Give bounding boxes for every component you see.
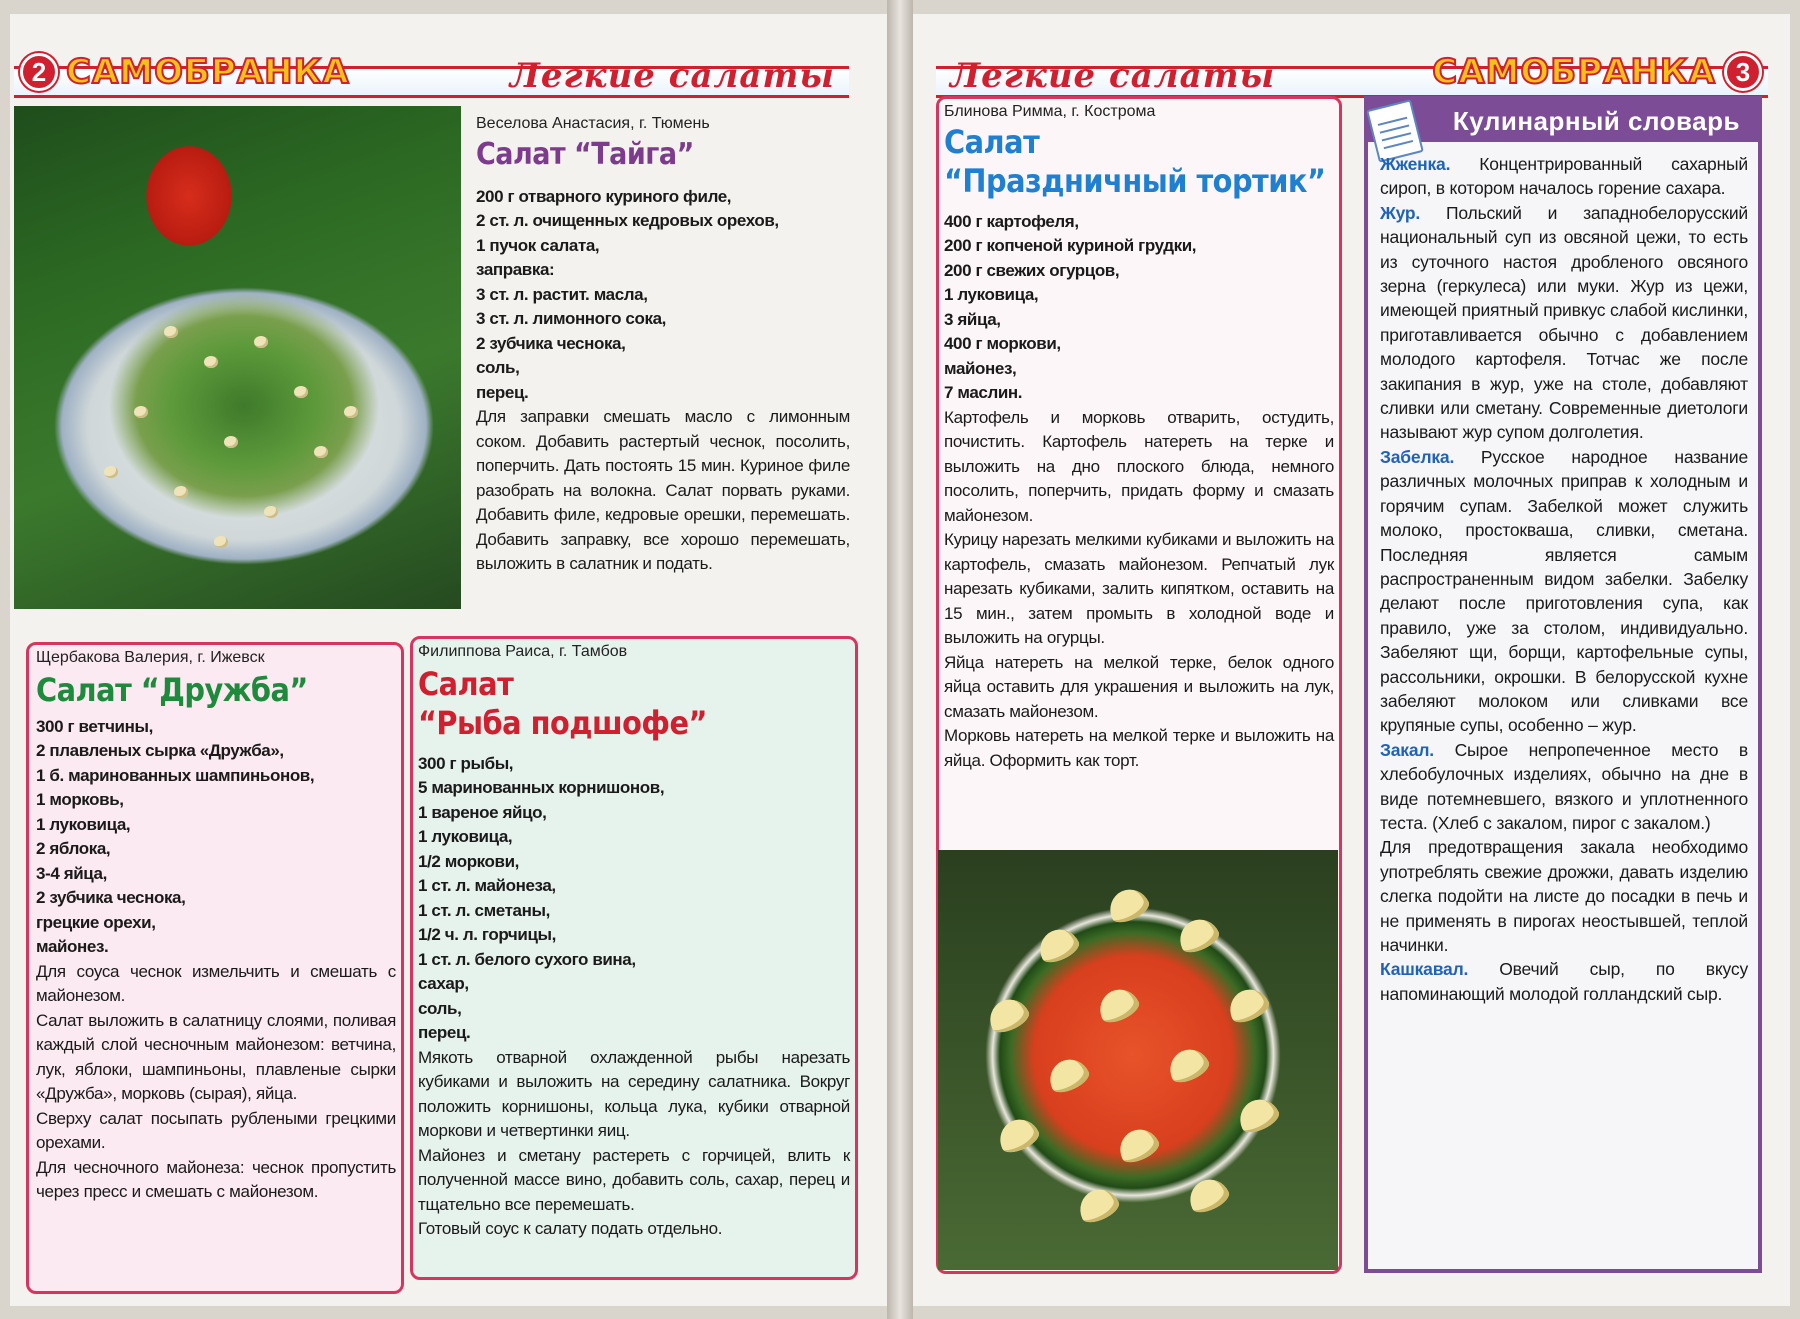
ingredient-item: 1 луковица, (36, 814, 131, 834)
ingredient-item: 400 г картофеля, (944, 211, 1079, 231)
magazine-logo (1432, 46, 1762, 98)
recipe-ryba (418, 642, 850, 1242)
recipe-title-line2: “Рыба подшофе” (418, 703, 707, 742)
ingredient-item: соль, (476, 358, 520, 377)
ingredient-item: 2 плавленых сырка «Дружба», (36, 741, 284, 761)
method-paragraph: Яйца натереть на мелкой терке, белок одного яйца оставить для украшения и выложить на лук, смазать майонезом. (944, 652, 1334, 721)
method-paragraph: Для соуса чеснок измельчить и смешать с майонезом. (36, 961, 396, 1006)
method-paragraph: Салат выложить в салатницу слоями, поливая каждый слой чесночным майонезом: ветчина, лук, яблоки, шампиньоны, плавленые сырки «Дружба», морковь (сырая), яйца. (36, 1010, 396, 1104)
dictionary-term: Жур. (1380, 202, 1421, 223)
salad-taiga-photo (14, 106, 461, 609)
recipe-author: Веселова Анастасия, г. Тюмень (476, 115, 710, 132)
recipe-title-line2: “Праздничный тортик” (944, 161, 1326, 200)
dictionary-definition: Овечий сыр, по вкусу напоминающий молодой голландский сыр. (1380, 959, 1748, 1004)
recipe-method (36, 960, 396, 1205)
ingredient-item: грецкие орехи, (36, 912, 156, 932)
recipe-title: Салат “Тайга” (476, 137, 694, 172)
ingredients-list (944, 210, 1334, 406)
dictionary-entries (1380, 152, 1748, 1006)
dictionary-definition: Польский и западнобелорусский национальный суп из овсяной цежи, то есть из суточного настоя дробленого овсяного зерна (геркулеса) или муки. Жур из цежи, имеющей приятный привкус слабой кислинки, приготавливается обычно с добавлением молодого картофеля. Тотчас же после закипания в жур, уже на столе, добавляют сливки или сметану. Современные диетологи называют жур супом долголетия. (1380, 202, 1748, 443)
ingredients-list (36, 715, 396, 960)
dictionary-term: Закал. (1380, 739, 1434, 760)
dictionary-entry (1380, 738, 1748, 836)
recipe-method (476, 405, 850, 577)
ingredient-item: 1 ст. л. сметаны, (418, 900, 550, 920)
right-header (936, 46, 1768, 102)
method-paragraph: Для заправки смешать масло с лимонным соком. Добавить растертый чеснок, посолить, поперчить. Дать постоять 15 мин. Куриное филе разобрать на волокна. Салат порвать руками. Добавить филе, кедровые орешки, перемешать. Добавить заправку, все хорошо перемешать, выложить в салатник и подать. (476, 407, 850, 573)
ingredient-item: майонез, (944, 358, 1017, 378)
method-paragraph: Морковь натереть на мелкой терке и выложить на яйца. Оформить как торт. (944, 726, 1334, 770)
section-title: Легкие салаты (509, 56, 835, 96)
dictionary-definition: Для предотвращения закала необходимо употреблять свежие дрожжи, давать изделию слегка подойти на листе до посадки в печь и не применять в пирогах неостывшей, теплой начинки. (1380, 837, 1748, 955)
ingredient-item: 200 г копченой куриной грудки, (944, 236, 1197, 256)
dictionary-definition: Сырое непропеченное место в хлебобулочных изделиях, обычно на дне в виде потемневшего, вязкого и уплотненного теста. (Хлеб с закалом, пирог с закалом.) (1380, 739, 1748, 833)
salad-tortik-photo (938, 850, 1338, 1270)
ingredients-list (476, 185, 850, 406)
recipe-title-line1: Салат (944, 123, 1040, 161)
ingredient-item: 2 зубчика чеснока, (36, 888, 186, 908)
ingredient-item: майонез. (36, 937, 109, 957)
dictionary-term: Жженка. (1380, 154, 1451, 174)
ingredient-item: соль, (418, 998, 462, 1018)
ingredient-item: 1 ст. л. майонеза, (418, 876, 556, 896)
ingredient-item: 400 г моркови, (944, 334, 1061, 354)
ingredient-item: 1 ст. л. белого сухого вина, (418, 949, 636, 969)
ingredient-item: 2 зубчика чеснока, (476, 333, 626, 353)
dictionary-entry (1380, 201, 1748, 445)
ingredient-item: 7 маслин. (944, 383, 1023, 403)
ingredient-item: перец. (476, 382, 529, 402)
ingredient-item: 1 луковица, (418, 827, 513, 847)
ingredient-item: 1 пучок салата, (476, 235, 600, 255)
logo-text: САМОБРАНКА (66, 52, 350, 92)
ingredient-item: 3 ст. л. лимонного сока, (476, 309, 666, 328)
recipe-author: Щербакова Валерия, г. Ижевск (36, 649, 265, 666)
method-paragraph: Картофель и морковь отварить, остудить, почистить. Картофель натереть на терке и выложить на дно плоского блюда, немного посолить, поперчить, придать форму и смазать майонезом. (944, 407, 1334, 525)
dictionary-definition: Русское народное название различных молочных приправ к холодным и горячим супам. Забелкой может служить молоко, простокваша, сливки, сметана. Последняя является самым распространенным видом забелки. Забелку делают после приготовления супа, как правило, уже за столом, индивидуально. Забеляют щи, борщи, картофельные супы, рассольники, окрошки. В белорусской кухне забеляют молоком или сливками все крупяные супы, особенно – жур. (1380, 446, 1748, 736)
ingredient-item: 3-4 яйца, (36, 863, 107, 883)
dictionary-entry (1380, 152, 1748, 201)
ingredient-item: 3 ст. л. растит. масла, (476, 284, 648, 304)
method-paragraph: Готовый соус к салату подать отдельно. (418, 1219, 723, 1239)
ingredient-item: 2 яблока, (36, 839, 111, 859)
dictionary-title: Кулинарный словарь (1368, 100, 1758, 142)
dictionary-term: Забелка. (1380, 446, 1455, 467)
culinary-dictionary (1364, 96, 1762, 1273)
ingredient-item: 300 г ветчины, (36, 716, 153, 736)
ingredient-item: заправка: (476, 260, 555, 279)
section-title: Легкие салаты (950, 56, 1276, 96)
recipe-method (944, 406, 1334, 774)
ingredient-item: 300 г рыбы, (418, 753, 514, 773)
ingredient-item: перец. (418, 1023, 471, 1043)
page-number: 2 (20, 53, 58, 91)
method-paragraph: Майонез и сметану растереть с горчицей, влить к полученной массе вино, добавить соль, сахар, перец и тщательно все перемешать. (418, 1145, 850, 1214)
dictionary-term: Кашкавал. (1380, 959, 1469, 980)
recipe-tortik (944, 102, 1334, 773)
recipe-author: Блинова Римма, г. Кострома (944, 103, 1156, 120)
recipe-method (418, 1046, 850, 1242)
method-paragraph: Сверху салат посыпать рублеными грецкими орехами. (36, 1108, 396, 1153)
ingredients-list (418, 752, 850, 1046)
method-paragraph: Курицу нарезать мелкими кубиками и выложить на картофель, смазать майонезом. Репчатый лук нарезать кубиками, залить кипятком, оставить на 15 мин., затем промыть в холодной воде и выложить на огурцы. (944, 530, 1334, 648)
ingredient-item: 1 морковь, (36, 790, 124, 810)
logo-text: САМОБРАНКА (1432, 52, 1716, 92)
recipe-title: Салат “Дружба” (36, 671, 308, 709)
page-gutter (887, 0, 913, 1319)
recipe-druzhba (36, 648, 396, 1205)
ingredient-item: 1/2 моркови, (418, 851, 519, 871)
ingredient-item: сахар, (418, 974, 469, 994)
ingredient-item: 3 яйца, (944, 309, 1001, 329)
ingredient-item: 5 маринованных корнишонов, (418, 778, 665, 798)
ingredient-item: 1 луковица, (944, 285, 1039, 305)
dictionary-entry (1380, 445, 1748, 738)
magazine-logo (20, 46, 350, 98)
dictionary-entry (1380, 835, 1748, 957)
dictionary-entry (1380, 957, 1748, 1006)
recipe-taiga (476, 114, 850, 577)
recipe-author: Филиппова Раиса, г. Тамбов (418, 643, 628, 660)
page-number: 3 (1724, 53, 1762, 91)
method-paragraph: Для чесночного майонеза: чеснок пропустить через пресс и смешать с майонезом. (36, 1157, 396, 1202)
ingredient-item: 1/2 ч. л. горчицы, (418, 925, 556, 945)
ingredient-item: 200 г свежих огурцов, (944, 260, 1120, 280)
recipe-title-line1: Салат (418, 665, 514, 703)
ingredient-item: 1 б. маринованных шампиньонов, (36, 765, 315, 785)
ingredient-item: 200 г отварного куриного филе, (476, 186, 732, 206)
ingredient-item: 1 вареное яйцо, (418, 802, 547, 822)
method-paragraph: Мякоть отварной охлажденной рыбы нарезать кубиками и выложить на середину салатника. Вокруг положить корнишоны, кольца лука, кубики отварной моркови и четвертинки яиц. (418, 1047, 850, 1141)
left-header (14, 46, 849, 102)
ingredient-item: 2 ст. л. очищенных кедровых орехов, (476, 211, 779, 230)
dictionary-definition: Концентрированный сахарный сироп, в котором началось горение сахара. (1380, 154, 1748, 199)
